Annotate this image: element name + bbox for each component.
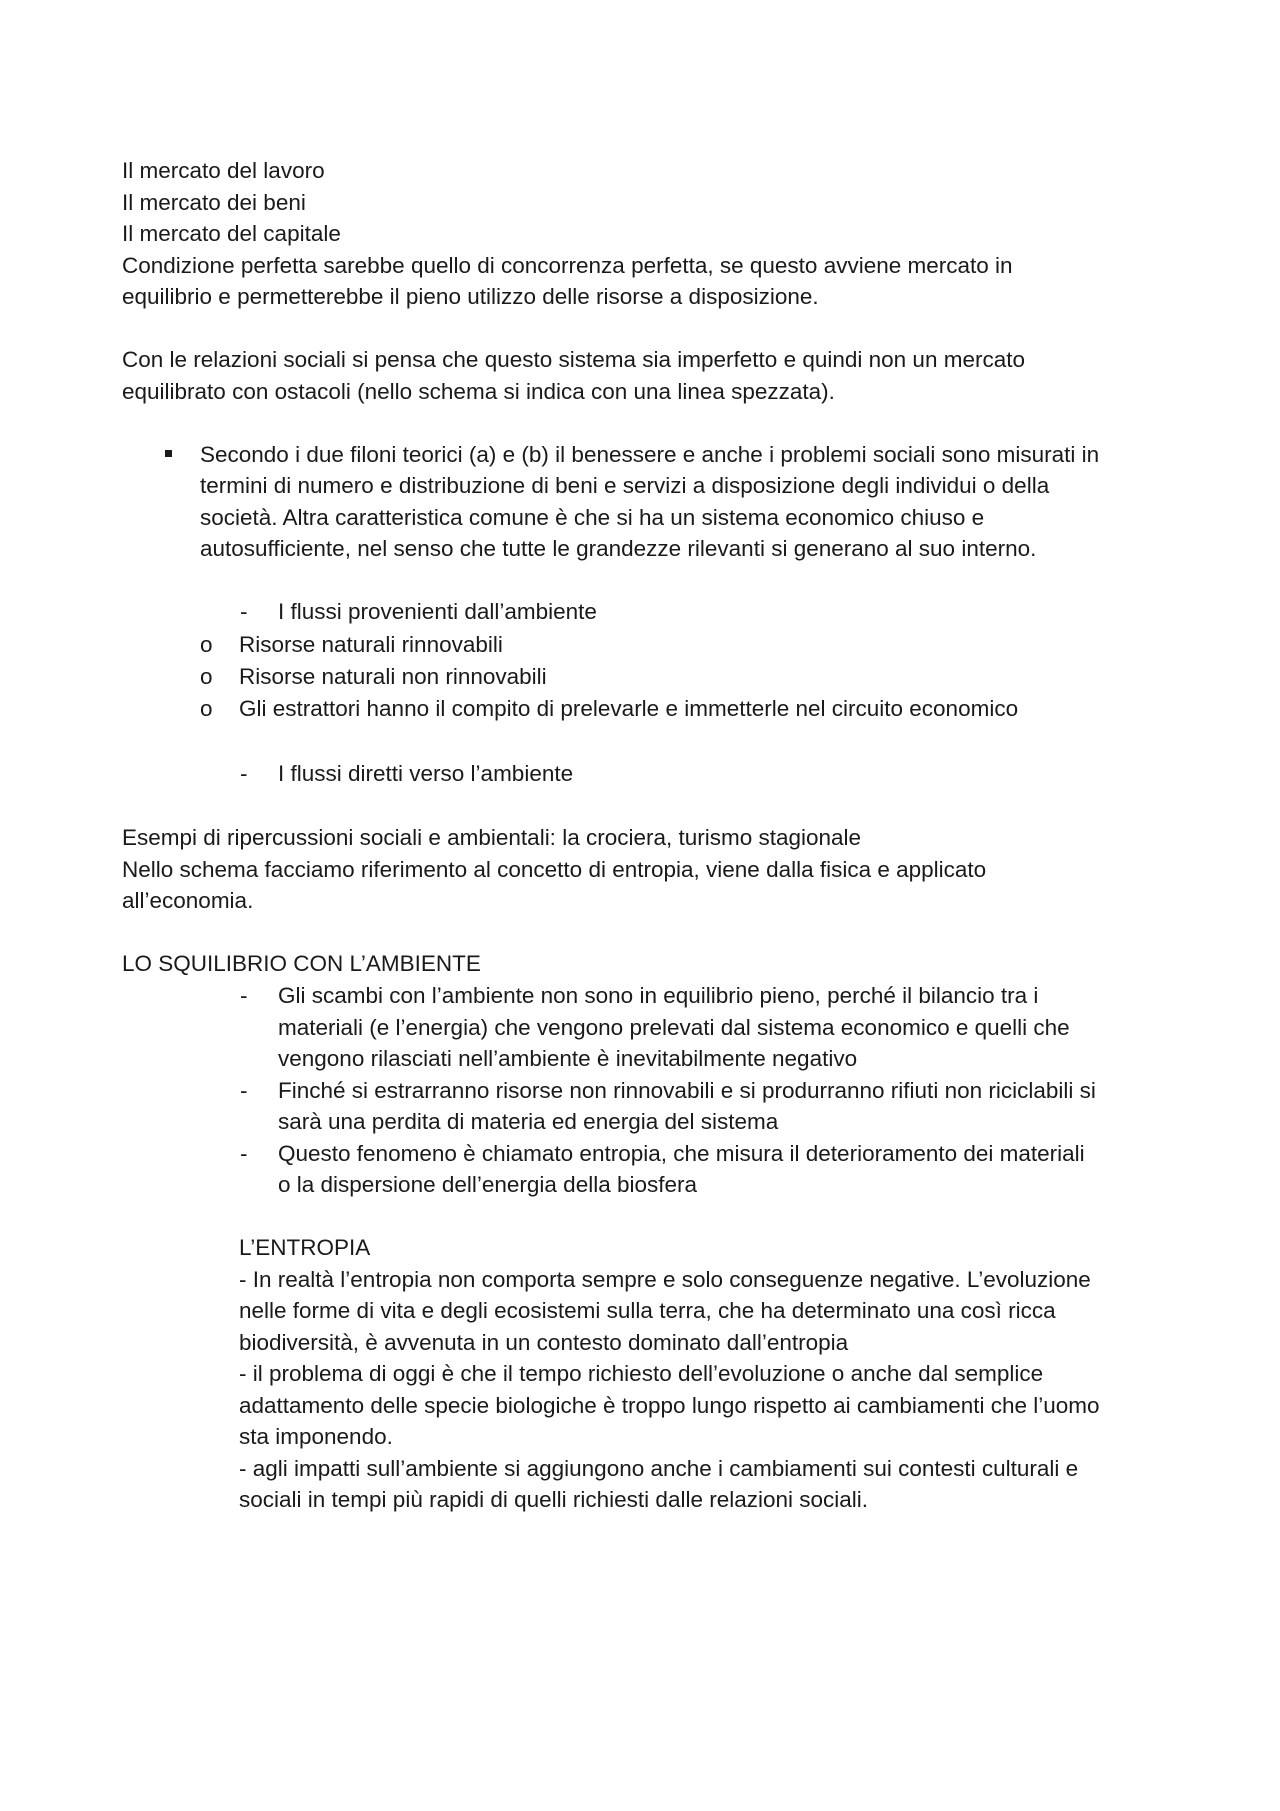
flows-from-env-item: Risorse naturali non rinnovabili (239, 664, 547, 689)
intro-line: equilibrio e permetterebbe il pieno utilizzo delle risorse a disposizione. (122, 284, 819, 309)
imbalance-heading: LO SQUILIBRIO CON L’AMBIENTE (122, 951, 481, 976)
imbalance-item-line: o la dispersione dell’energia della biosfera (278, 1172, 698, 1197)
bullet-paragraph-line: società. Altra caratteristica comune è che si ha un sistema economico chiuso e (200, 504, 985, 530)
square-bullet-icon (165, 450, 172, 457)
entropy-line: biodiversità, è avvenuta in un contesto dominato dall’entropia (239, 1329, 849, 1355)
dash-marker: - (240, 761, 248, 786)
flows-from-env-item: Gli estrattori hanno il compito di prelevarle e immetterle nel circuito economico (239, 696, 1019, 721)
entropy-line: - agli impatti sull’ambiente si aggiungono anche i cambiamenti sui contesti culturali e (239, 1455, 1079, 1481)
flows-from-env-item: Risorse naturali rinnovabili (239, 632, 503, 657)
entropy-line: - il problema di oggi è che il tempo richiesto dell’evoluzione o anche dal semplice (239, 1361, 1044, 1386)
imbalance-item-line: Finché si estrarranno risorse non rinnovabili e si produrranno rifiuti non riciclabili si (278, 1077, 1096, 1103)
dash-marker: - (240, 599, 248, 624)
entropy-line: adattamento delle specie biologiche è troppo lungo rispetto ai cambiamenti che l’uomo (239, 1392, 1100, 1418)
dash-marker: - (240, 983, 248, 1008)
bullet-paragraph-line: termini di numero e distribuzione di beni e servizi a disposizione degli individui o della (200, 473, 1050, 498)
bullet-paragraph-line: Secondo i due filoni teorici (a) e (b) il benessere e anche i problemi sociali sono misurati in (200, 441, 1100, 467)
intro-line: Il mercato dei beni (122, 189, 306, 215)
bullet-paragraph-line: autosufficiente, nel senso che tutte le grandezze rilevanti si generano al suo interno. (200, 536, 1037, 561)
flows-from-env-title: I flussi provenienti dall’ambiente (278, 599, 597, 624)
relations-paragraph-line: equilibrato con ostacoli (nello schema si indica con una linea spezzata). (122, 378, 835, 404)
entropy-line: sta imponendo. (239, 1424, 393, 1449)
examples-line: all’economia. (122, 888, 254, 913)
intro-line: Condizione perfetta sarebbe quello di concorrenza perfetta, se questo avviene mercato in (122, 252, 1013, 278)
relations-paragraph-line: Con le relazioni sociali si pensa che questo sistema sia imperfetto e quindi non un mercato (122, 347, 1025, 372)
flows-to-env-title: I flussi diretti verso l’ambiente (278, 761, 574, 786)
entropy-heading: L’ENTROPIA (239, 1235, 371, 1260)
imbalance-item-line: vengono rilasciati nell’ambiente è inevitabilmente negativo (278, 1046, 858, 1071)
imbalance-item-line: materiali (e l’energia) che vengono prelevati dal sistema economico e quelli che (278, 1014, 1070, 1040)
imbalance-item-line: sarà una perdita di materia ed energia del sistema (278, 1109, 779, 1134)
entropy-line: sociali in tempi più rapidi di quelli richiesti dalle relazioni sociali. (239, 1487, 869, 1512)
circle-bullet-icon: o (200, 696, 213, 721)
entropy-line: - In realtà l’entropia non comporta sempre e solo conseguenze negative. L’evoluzione (239, 1266, 1091, 1292)
examples-line: Esempi di ripercussioni sociali e ambientali: la crociera, turismo stagionale (122, 825, 862, 850)
circle-bullet-icon: o (200, 664, 213, 689)
intro-line: Il mercato del capitale (122, 221, 341, 246)
intro-line: Il mercato del lavoro (122, 158, 325, 183)
circle-bullet-icon: o (200, 632, 213, 657)
imbalance-item-line: Gli scambi con l’ambiente non sono in equilibrio pieno, perché il bilancio tra i (278, 983, 1039, 1008)
entropy-line: nelle forme di vita e degli ecosistemi sulla terra, che ha determinato una così ricca (239, 1298, 1056, 1323)
imbalance-item-line: Questo fenomeno è chiamato entropia, che misura il deterioramento dei materiali (278, 1140, 1085, 1166)
dash-marker: - (240, 1077, 248, 1103)
examples-line: Nello schema facciamo riferimento al concetto di entropia, viene dalla fisica e applicato (122, 856, 987, 882)
dash-marker: - (240, 1140, 248, 1166)
